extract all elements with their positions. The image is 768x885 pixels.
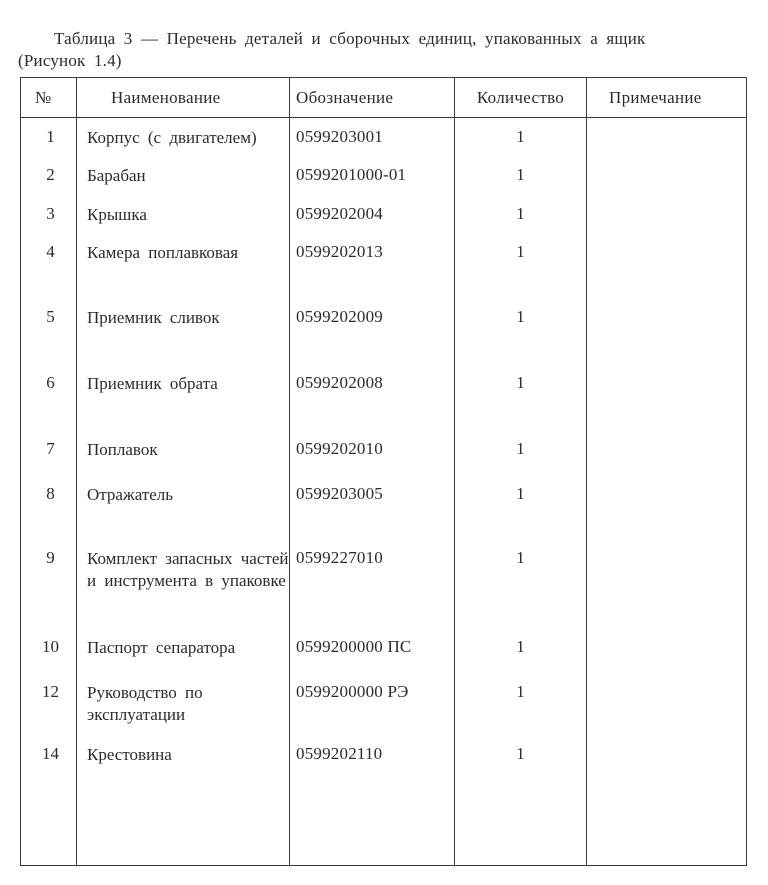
row-quantity-cell [455, 195, 587, 233]
row-designation: 0599227010 [296, 547, 383, 567]
row-designation [296, 785, 454, 794]
row-number: 6 [46, 372, 55, 392]
row-name-cell [77, 539, 290, 628]
table-row [21, 195, 747, 233]
row-designation: 0599200000 РЭ [296, 681, 409, 701]
row-name [87, 785, 289, 794]
row-note [587, 364, 746, 373]
row-note-cell [587, 673, 747, 735]
table-row [21, 539, 747, 628]
row-number-cell [21, 475, 77, 539]
row-designation: 0599202110 [296, 743, 383, 763]
row-quantity: 1 [516, 483, 525, 503]
row-number-cell [21, 628, 77, 673]
row-note [587, 735, 746, 744]
row-number: 14 [42, 743, 59, 763]
row-note [587, 195, 746, 204]
row-designation-cell [290, 628, 455, 673]
row-designation: 0599203005 [296, 483, 383, 503]
row-note-cell [587, 539, 747, 628]
row-note-cell [587, 475, 747, 539]
table-row [21, 156, 747, 195]
row-name: Барабан [87, 165, 146, 185]
header-number: № [21, 78, 77, 118]
row-name: Крышка [87, 204, 147, 224]
row-name: Приемник сливок [87, 307, 220, 327]
row-note [587, 156, 746, 165]
row-note-cell [587, 430, 747, 475]
row-number-cell [21, 785, 77, 866]
row-quantity-cell [455, 118, 587, 156]
row-name: Паспорт сепаратора [87, 637, 236, 657]
row-note-cell [587, 233, 747, 298]
row-quantity-cell [455, 785, 587, 866]
row-note [587, 298, 746, 307]
table-caption [18, 28, 760, 72]
row-designation-cell [290, 156, 455, 195]
table-row [21, 475, 747, 539]
row-note [587, 475, 746, 484]
caption-line-1: Таблица 3 — Перечень деталей и сборочных единиц, упакованных а ящик [54, 29, 646, 48]
row-quantity: 1 [516, 636, 525, 656]
row-note [587, 430, 746, 439]
row-note [587, 233, 746, 242]
row-number: 7 [46, 438, 55, 458]
row-note-cell [587, 364, 747, 430]
row-note-cell [587, 195, 747, 233]
row-designation-cell [290, 233, 455, 298]
row-designation: 0599202008 [296, 372, 383, 392]
row-designation-cell [290, 673, 455, 735]
header-designation: Обозначение [290, 78, 455, 118]
table-row [21, 628, 747, 673]
row-name: Камера поплавковая [87, 242, 239, 262]
table-row [21, 118, 747, 156]
row-designation-cell [290, 785, 455, 866]
row-name-cell [77, 233, 290, 298]
row-number-cell [21, 539, 77, 628]
table-row [21, 735, 747, 785]
row-designation-cell [290, 118, 455, 156]
table-row [21, 298, 747, 364]
row-designation-cell [290, 539, 455, 628]
row-note [587, 118, 746, 127]
row-name-cell [77, 298, 290, 364]
row-designation-cell [290, 298, 455, 364]
row-name: Отражатель [87, 484, 174, 504]
row-name: Корпус (с двигателем) [87, 128, 257, 147]
row-name: Поплавок [87, 439, 158, 459]
table-row [21, 364, 747, 430]
row-quantity-cell [455, 539, 587, 628]
row-number-cell [21, 298, 77, 364]
row-number-cell [21, 673, 77, 735]
row-name-cell [77, 430, 290, 475]
row-number-cell [21, 430, 77, 475]
row-name-cell [77, 156, 290, 195]
row-number-cell [21, 195, 77, 233]
row-designation-cell [290, 475, 455, 539]
row-designation-cell [290, 195, 455, 233]
row-quantity: 1 [516, 164, 525, 184]
table-row [21, 430, 747, 475]
row-quantity: 1 [516, 306, 525, 326]
table-body [21, 118, 747, 866]
row-number: 10 [42, 636, 59, 656]
row-quantity-cell [455, 430, 587, 475]
row-number-cell [21, 233, 77, 298]
row-name-cell [77, 785, 290, 866]
row-number: 12 [42, 681, 59, 701]
row-note-cell [587, 628, 747, 673]
row-designation: 0599200000 ПС [296, 636, 412, 656]
row-note [587, 539, 746, 548]
row-quantity-cell [455, 156, 587, 195]
row-designation: 0599201000-01 [296, 164, 407, 184]
row-designation: 0599202009 [296, 306, 383, 326]
row-quantity: 1 [516, 203, 525, 223]
header-note: Примечание [587, 78, 747, 118]
row-quantity: 1 [516, 681, 525, 701]
row-designation: 0599202013 [296, 241, 383, 261]
row-number: 3 [46, 203, 55, 223]
row-quantity-cell [455, 735, 587, 785]
row-name: Крестовина [87, 744, 172, 764]
table-row [21, 673, 747, 735]
row-quantity-cell [455, 628, 587, 673]
row-name: Комплект запасных частей и инструмента в упаковке [87, 548, 289, 590]
row-name-cell [77, 628, 290, 673]
row-note [587, 785, 746, 794]
row-quantity [455, 785, 586, 794]
row-number: 9 [46, 547, 55, 567]
row-number-cell [21, 156, 77, 195]
row-quantity: 1 [516, 372, 525, 392]
row-quantity: 1 [516, 438, 525, 458]
row-quantity-cell [455, 475, 587, 539]
row-name-cell [77, 735, 290, 785]
row-number: 5 [46, 306, 55, 326]
row-quantity: 1 [516, 547, 525, 567]
row-designation-cell [290, 735, 455, 785]
row-name-cell [77, 475, 290, 539]
row-designation-cell [290, 430, 455, 475]
table-row [21, 785, 747, 866]
row-name-cell [77, 118, 290, 156]
row-note-cell [587, 156, 747, 195]
header-name: Наименование [77, 78, 290, 118]
row-name-cell [77, 364, 290, 430]
row-quantity-cell [455, 673, 587, 735]
row-number-cell [21, 364, 77, 430]
row-number-cell [21, 118, 77, 156]
row-number: 2 [46, 164, 55, 184]
table-row [21, 233, 747, 298]
row-note-cell [587, 735, 747, 785]
row-name-cell [77, 673, 290, 735]
row-name-cell [77, 195, 290, 233]
row-designation: 0599202010 [296, 438, 383, 458]
row-quantity-cell [455, 364, 587, 430]
row-note-cell [587, 298, 747, 364]
row-number: 4 [46, 241, 55, 261]
row-number [25, 785, 76, 794]
header-quantity: Количество [455, 78, 587, 118]
row-note-cell [587, 118, 747, 156]
row-designation: 0599203001 [296, 127, 383, 146]
caption-line-2: (Рисунок 1.4) [18, 51, 122, 70]
row-number-cell [21, 735, 77, 785]
row-quantity: 1 [516, 127, 525, 146]
row-note [587, 673, 746, 682]
row-name: Руководство по эксплуатации [87, 682, 203, 724]
row-designation: 0599202004 [296, 203, 383, 223]
row-number: 1 [46, 127, 55, 146]
row-note-cell [587, 785, 747, 866]
parts-table [20, 77, 747, 866]
row-quantity-cell [455, 233, 587, 298]
row-quantity-cell [455, 298, 587, 364]
row-name: Приемник обрата [87, 373, 218, 393]
row-quantity: 1 [516, 743, 525, 763]
row-designation-cell [290, 364, 455, 430]
table-header-row [21, 78, 747, 118]
row-quantity: 1 [516, 241, 525, 261]
row-note [587, 628, 746, 637]
row-number: 8 [46, 483, 55, 503]
